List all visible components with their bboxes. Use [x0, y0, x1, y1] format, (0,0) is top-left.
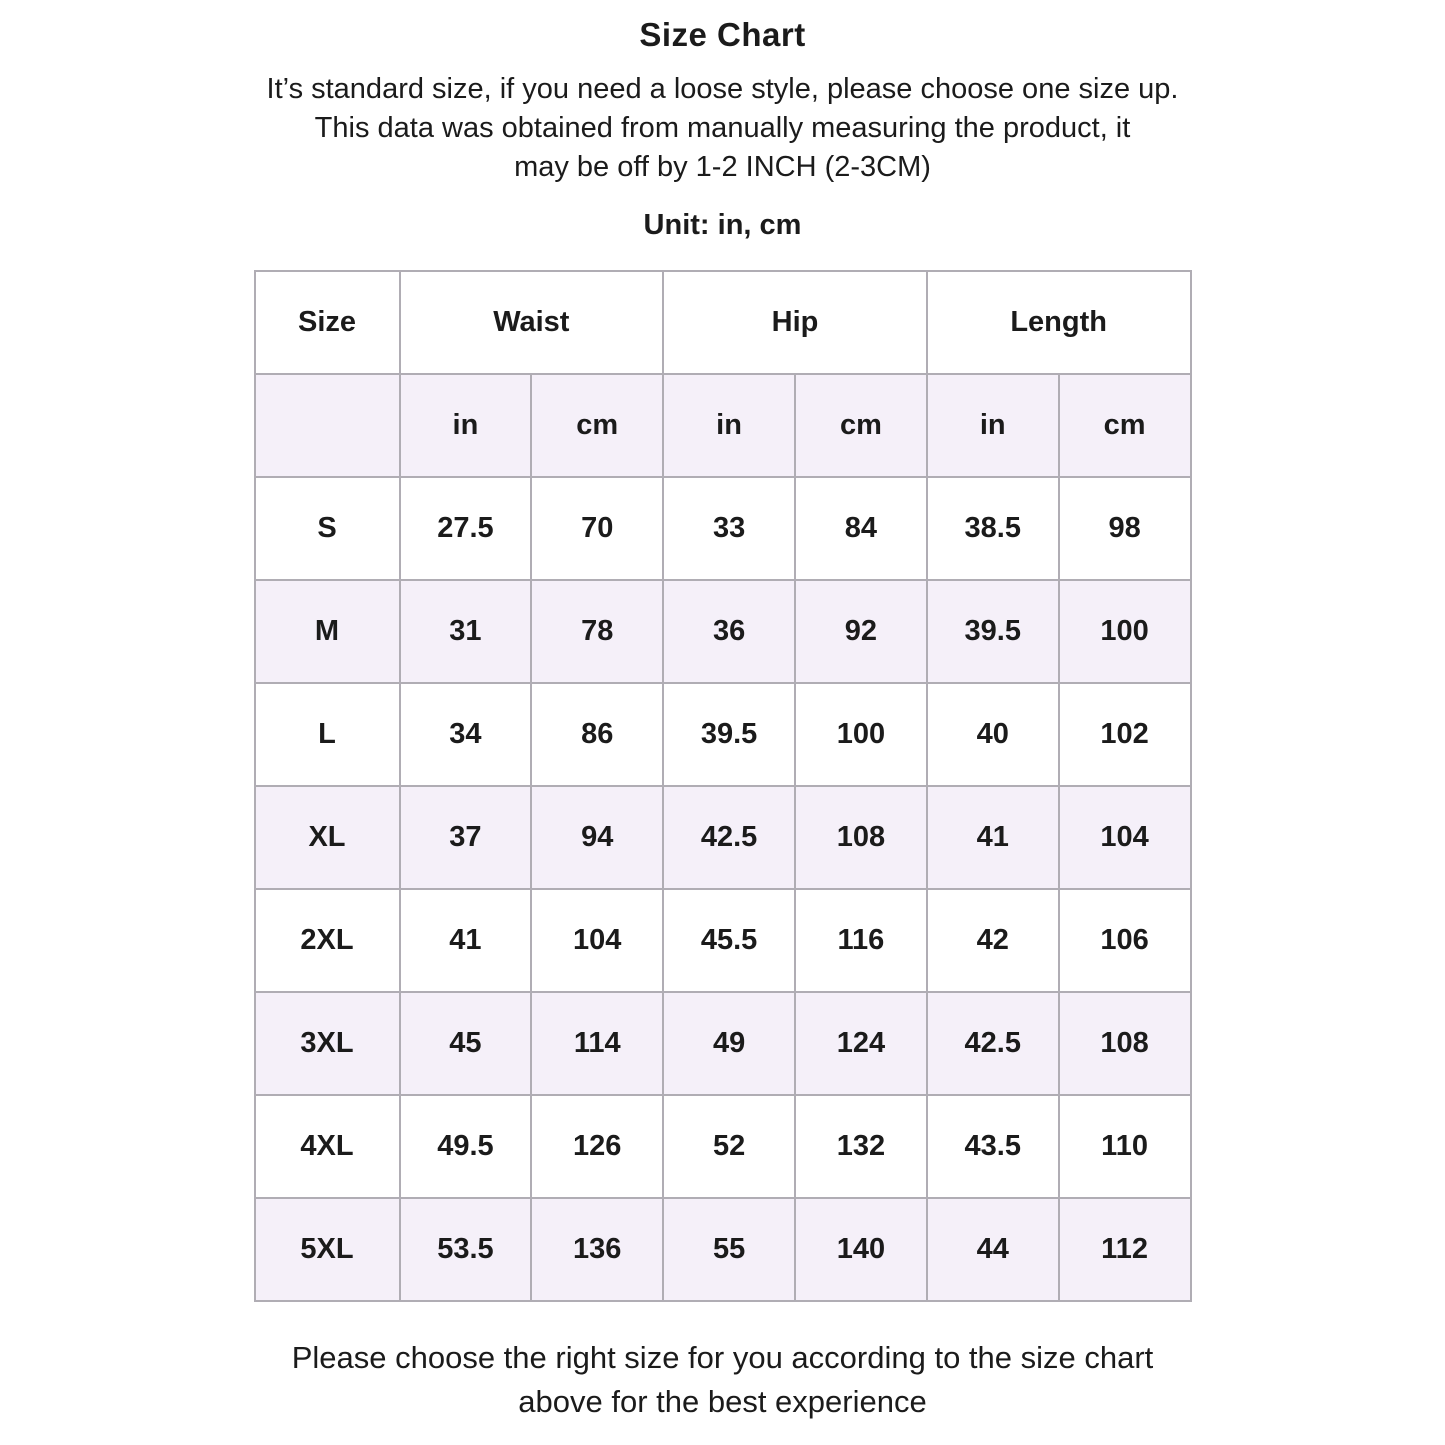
measurement-cell: 116 [795, 889, 927, 992]
size-note-line: It’s standard size, if you need a loose style, please choose one size up. [266, 73, 1179, 105]
size-cell: M [255, 580, 400, 683]
unit-cell: in [663, 374, 795, 477]
measurement-cell: 37 [400, 786, 532, 889]
size-row-4xl [255, 1095, 1191, 1198]
size-row-l [255, 683, 1191, 786]
size-row-3xl [255, 992, 1191, 1095]
unit-cell: in [400, 374, 532, 477]
measurement-cell: 78 [531, 580, 663, 683]
measurement-cell: 124 [795, 992, 927, 1095]
unit-cell: cm [1059, 374, 1191, 477]
size-row-5xl [255, 1198, 1191, 1301]
measurement-cell: 38.5 [927, 477, 1059, 580]
measurement-cell: 108 [795, 786, 927, 889]
measurement-cell: 110 [1059, 1095, 1191, 1198]
measurement-cell: 43.5 [927, 1095, 1059, 1198]
measurement-cell: 53.5 [400, 1198, 532, 1301]
size-row-m [255, 580, 1191, 683]
size-row-xl [255, 786, 1191, 889]
measurement-cell: 108 [1059, 992, 1191, 1095]
measurement-cell: 106 [1059, 889, 1191, 992]
table-group-header-row [255, 271, 1191, 374]
measurement-cell: 41 [927, 786, 1059, 889]
measurement-cell: 39.5 [927, 580, 1059, 683]
page-title: Size Chart [639, 16, 806, 53]
measurement-cell: 36 [663, 580, 795, 683]
measurement-cell: 34 [400, 683, 532, 786]
column-header-waist: Waist [400, 271, 664, 374]
measurement-cell: 42 [927, 889, 1059, 992]
unit-label: Unit: in, cm [643, 209, 802, 241]
column-header-length: Length [927, 271, 1191, 374]
size-note-line: may be off by 1-2 INCH (2-3CM) [514, 151, 931, 183]
size-cell: L [255, 683, 400, 786]
measurement-cell: 104 [531, 889, 663, 992]
measurement-cell: 41 [400, 889, 532, 992]
measurement-cell: 70 [531, 477, 663, 580]
size-cell: 4XL [255, 1095, 400, 1198]
footer-note [0, 1336, 1445, 1424]
size-cell: 3XL [255, 992, 400, 1095]
measurement-cell: 40 [927, 683, 1059, 786]
measurement-cell: 55 [663, 1198, 795, 1301]
measurement-cell: 39.5 [663, 683, 795, 786]
unit-row [255, 374, 1191, 477]
measurement-cell: 136 [531, 1198, 663, 1301]
unit-cell: in [927, 374, 1059, 477]
measurement-cell: 126 [531, 1095, 663, 1198]
measurement-cell: 86 [531, 683, 663, 786]
measurement-cell: 44 [927, 1198, 1059, 1301]
size-cell: XL [255, 786, 400, 889]
measurement-cell: 42.5 [927, 992, 1059, 1095]
column-header-hip: Hip [663, 271, 927, 374]
measurement-cell: 112 [1059, 1198, 1191, 1301]
measurement-cell: 33 [663, 477, 795, 580]
size-table [254, 270, 1192, 1302]
measurement-cell: 45 [400, 992, 532, 1095]
measurement-cell: 100 [795, 683, 927, 786]
measurement-cell: 42.5 [663, 786, 795, 889]
measurement-cell: 100 [1059, 580, 1191, 683]
measurement-cell: 102 [1059, 683, 1191, 786]
unit-cell: cm [531, 374, 663, 477]
measurement-cell: 104 [1059, 786, 1191, 889]
measurement-cell: 31 [400, 580, 532, 683]
table-body [255, 374, 1191, 1301]
measurement-cell: 49.5 [400, 1095, 532, 1198]
size-row-s [255, 477, 1191, 580]
measurement-cell: 27.5 [400, 477, 532, 580]
measurement-cell: 92 [795, 580, 927, 683]
measurement-cell: 114 [531, 992, 663, 1095]
unit-cell: cm [795, 374, 927, 477]
measurement-cell: 49 [663, 992, 795, 1095]
size-note [0, 70, 1445, 187]
footer-note-line: Please choose the right size for you according to the size chart [291, 1340, 1154, 1375]
measurement-cell: 45.5 [663, 889, 795, 992]
measurement-cell: 84 [795, 477, 927, 580]
size-note-line: This data was obtained from manually measuring the product, it [314, 112, 1131, 144]
size-cell: S [255, 477, 400, 580]
footer-note-line: above for the best experience [518, 1384, 927, 1419]
measurement-cell: 94 [531, 786, 663, 889]
measurement-cell: 52 [663, 1095, 795, 1198]
measurement-cell: 132 [795, 1095, 927, 1198]
column-header-size: Size [255, 271, 400, 374]
measurement-cell: 98 [1059, 477, 1191, 580]
size-cell: 2XL [255, 889, 400, 992]
size-row-2xl [255, 889, 1191, 992]
unit-cell [255, 374, 400, 477]
size-cell: 5XL [255, 1198, 400, 1301]
measurement-cell: 140 [795, 1198, 927, 1301]
